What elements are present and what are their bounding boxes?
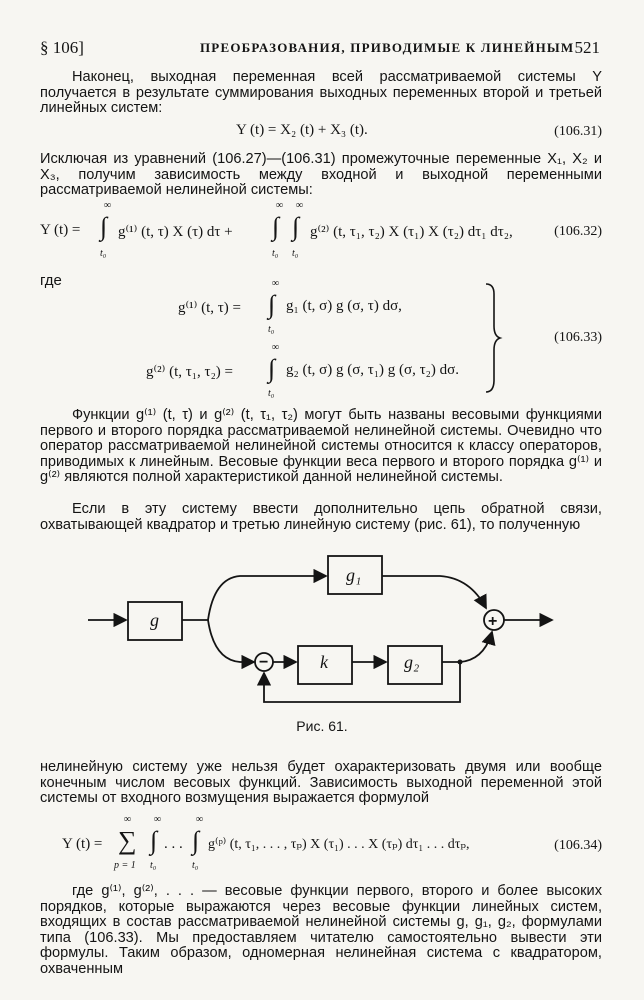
- page-number: 521: [574, 38, 600, 57]
- paragraph-6: где g⁽¹⁾, g⁽²⁾, . . . — весовые функции первого, второго и более высоких порядков, которые выражаются через весовые функции линейных систем, входящих в состав рассматриваемой нелинейной системы g, g₁, g₂, формулами типа (106.33). Мы предоставляем читателю самостоятельно вывести эти формулы. Таким образом, одномерная нелинейная система с квадратором, охваченным: [40, 883, 602, 977]
- paragraph-3: Функции g⁽¹⁾ (t, τ) и g⁽²⁾ (t, τ₁, τ₂) могут быть названы весовыми функциями первого и второго порядка рассматриваемой нелинейной системы. Очевидно что оператор рассматриваемой нелинейной системы относится к классу операторов, приводимых к линейным. Весовые функции веса первого и второго порядка g⁽¹⁾ и g⁽²⁾ являются полной характеристикой данной нелинейной системы.: [40, 407, 602, 486]
- block-g2-label: g₂: [404, 652, 420, 672]
- paragraph-2: Исключая из уравнений (106.27)—(106.31) промежуточные переменные X₁, X₂ и X₃, получим зависимость между входной и выходной переменными рассматриваемой нелинейной системы:: [40, 151, 602, 199]
- section-ref: § 106]: [40, 38, 84, 57]
- running-title: ПРЕОБРАЗОВАНИЯ, ПРИВОДИМЫЕ К ЛИНЕЙНЫМ: [200, 40, 575, 55]
- paragraph-1: Наконец, выходная переменная всей рассматриваемой системы Y получается в результате суммирования выходных переменных второй и третьей линейных систем:: [40, 69, 602, 117]
- paragraph-4: Если в эту систему ввести дополнительно цепь обратной связи, охватывающей квадратор и третью линейную систему (рис. 61), то полученную: [40, 501, 602, 533]
- block-k-label: k: [320, 652, 328, 672]
- word-where: где: [40, 272, 62, 289]
- paragraph-5: нелинейную систему уже нельзя будет охарактеризовать двумя или вообще конечным числом весовых функций. Зависимость выходной переменной этой системы от входного возмущения выражается формулой: [40, 759, 602, 807]
- block-g1-label: g₁: [346, 565, 362, 585]
- eq-number-106-31: (106.31): [554, 124, 602, 139]
- sum-sign: +: [488, 613, 498, 630]
- block-g-label: g: [150, 610, 159, 630]
- equation-106-31: Y (t) = X₂ (t) + X₃ (t).: [236, 122, 368, 138]
- figure-caption: Рис. 61.: [296, 718, 348, 734]
- book-page: § 106] ПРЕОБРАЗОВАНИЯ, ПРИВОДИМЫЕ К ЛИНЕЙНЫМ 521 Наконец, выходная переменная всей рассматриваемой системы Y получается в результате суммирования выходных переменных второй и третьей линейных систем: Y (t) = X₂ (t) + X₃ (t). (106.31) Исключая из уравнений (106.27)—(106.31) промежуточные переменные X₁, X₂ и X₃, получим зависимость между входной и выходной переменными рассматриваемой нелинейной системы: Y (t) = ∞ ∫ t₀ g⁽¹⁾ (t, τ) X (τ) dτ + ∞ ∫ t₀ ∞ ∫ t₀ g⁽²⁾ (t, τ₁, τ₂) X (τ₁) X (τ₂) dτ₁ dτ₂, (106.32) где g⁽¹⁾ (t, τ) = ∞ ∫ t₀ g₁ (t, σ) g (σ, τ) dσ, g⁽²⁾ (t, τ₁, τ₂) = ∞ ∫ t₀ g₂ (t, σ) g (σ, τ₁) g (σ, τ₂) dσ. (106.33) Функции g⁽¹⁾ (t, τ) и g⁽²⁾ (t, τ₁, τ₂) могут быть названы весовыми функциями первого и второго порядка рассматриваемой нелинейной системы. Очевидно что оператор рассматриваемой нелинейной системы относится к классу операторов, приводимых к линейным. Весовые функции веса первого и второго порядка g⁽¹⁾ и g⁽²⁾ являются полной характеристикой данной нелинейной системы. Если в эту систему ввести дополнительно цепь обратной связи, охватывающей квадратор и третью линейную систему (рис. 61), то полученную g g₁ k g₂ + − Рис. 61. нелинейную систему уже нельзя будет охарактеризовать двумя или вообще конечным числом весовых функций. Зависимость выходной переменной этой системы от входного возмущения выражается формулой Y (t) = ∞ ∑ p = 1 ∞ ∫ t₀ . . . ∞ ∫ t₀ g⁽ᵖ⁾ (t, τ₁, . . . , τₚ) X (τ₁) . . . X (τₚ) dτ₁ . . . dτₚ, (106.34) где g⁽¹⁾, g⁽²⁾, . . . — весовые функции первого, второго и более высоких порядков, которые выражаются через весовые функции линейных систем, входящих в состав рассматриваемой нелинейной системы g, g₁, g₂, формулами типа (106.33). Мы предоставляем читателю самостоятельно вывести эти формулы. Таким образом, одномерная нелинейная система с квадратором, охваченным: [0, 0, 644, 1000]
- minus-sign: −: [259, 654, 269, 671]
